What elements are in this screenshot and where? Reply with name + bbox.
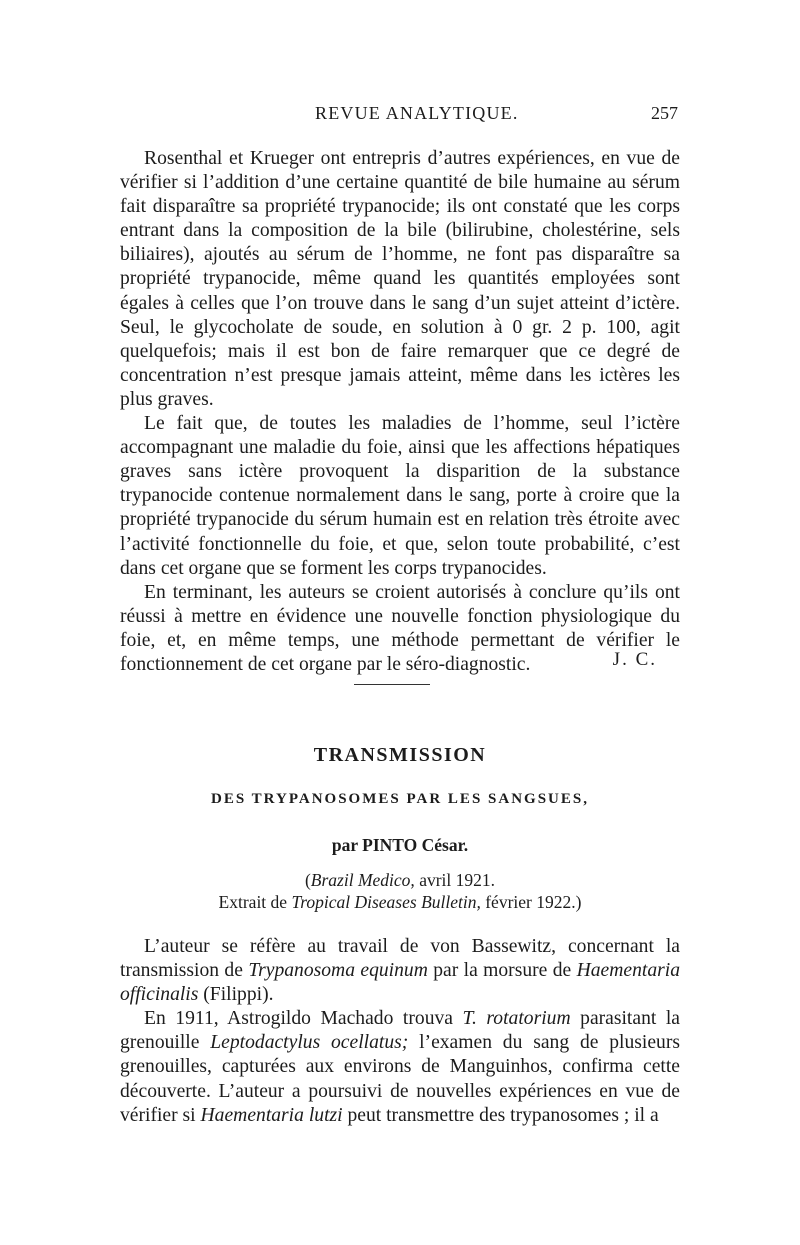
text-run: L’auteur se réfère au travail de von Bassewitz, concernant la transmission de <box>120 936 680 982</box>
species-name: Haementaria officinalis <box>120 960 680 1006</box>
running-head <box>120 103 680 129</box>
author-signature: J. C. <box>612 649 657 670</box>
species-name: Trypanosoma equinum <box>248 960 428 982</box>
species-name: T. rotatorium <box>462 1008 571 1030</box>
text-run: (Filippi). <box>198 984 274 1006</box>
extract-journal: Tropical Diseases Bulletin, <box>291 892 481 912</box>
paragraph: Le fait que, de toutes les maladies de l’homme, seul l’ictère accompagnant une maladie du foie, ainsi que les affections hépatiques graves sans ictère provoquent la disparition de la substance trypanocide contenue normalement dans le sang, porte à croire que la propriété trypanocide du sérum humain est en relation très étroite avec l’activité fonctionnelle du foie, et que, selon toute probabilité, c’est dans cet organe que se forment les corps trypanocides. <box>120 413 680 579</box>
running-title: REVUE ANALYTIQUE. <box>315 103 519 123</box>
source-citation <box>120 870 680 891</box>
article-author <box>120 835 680 856</box>
extract-citation <box>120 892 680 913</box>
extract-date: février 1922.) <box>480 892 582 912</box>
article-body <box>120 935 680 1128</box>
author-name: PINTO César. <box>362 835 469 855</box>
citation-open: ( <box>304 870 311 890</box>
citation-date: avril 1921. <box>414 870 496 890</box>
section-divider <box>354 684 430 685</box>
citation-journal: Brazil Medico, <box>310 870 415 890</box>
text-run: l’examen du sang de plusieurs grenouilles, capturées aux environs de Manguinhos, confirma cette découverte. L’auteur a poursuivi de nouvelles expériences en vue de vérifier si <box>120 1032 681 1126</box>
text-run: peut transmettre des trypanosomes ; il a <box>342 1104 659 1126</box>
species-name: Haementaria lutzi <box>200 1104 343 1126</box>
previous-article-body <box>120 147 680 677</box>
text-run: En 1911, Astrogildo Machado trouva <box>144 1008 463 1030</box>
article-subtitle: DES TRYPANOSOMES PAR LES SANGSUES, <box>211 791 589 807</box>
text-run: parasitant la grenouille <box>120 1008 680 1054</box>
article-title: TRANSMISSION <box>313 744 487 766</box>
text-run: par la morsure de <box>427 960 577 982</box>
paragraph: En terminant, les auteurs se croient autorisés à conclure qu’ils ont réussi à mettre en évidence une nouvelle fonction physiologique du foie, et, en même temps, une méthode permettant de vérifier le fonctionnement de cet organe par le séro-diagnostic. <box>120 581 680 675</box>
paragraph <box>120 935 680 1007</box>
author-prefix: par <box>331 835 363 855</box>
page-number: 257 <box>651 103 678 123</box>
paragraph <box>120 1007 680 1127</box>
paragraph: Rosenthal et Krueger ont entrepris d’autres expériences, en vue de vérifier si l’addition d’une certaine quantité de bile humaine au sérum fait disparaître sa propriété trypanocide; ils ont constaté que les corps entrant dans la composition de la bile (bilirubine, cholestérine, sels biliaires), ajoutés au sérum de l’homme, ne font pas disparaître sa propriété trypanocide, même quand les quantités employées sont égales à celles que l’on trouve dans le sang d’un sujet atteint d’ictère. Seul, le glycocholate de soude, en solution à 0 gr. 2 p. 100, agit quelquefois; mais il est bon de faire remarquer que ce degré de concentration n’est presque jamais atteint, même dans les ictères les plus graves. <box>120 148 680 410</box>
species-name: Leptodactylus ocellatus; <box>210 1032 409 1054</box>
extract-prefix: Extrait de <box>218 892 292 912</box>
